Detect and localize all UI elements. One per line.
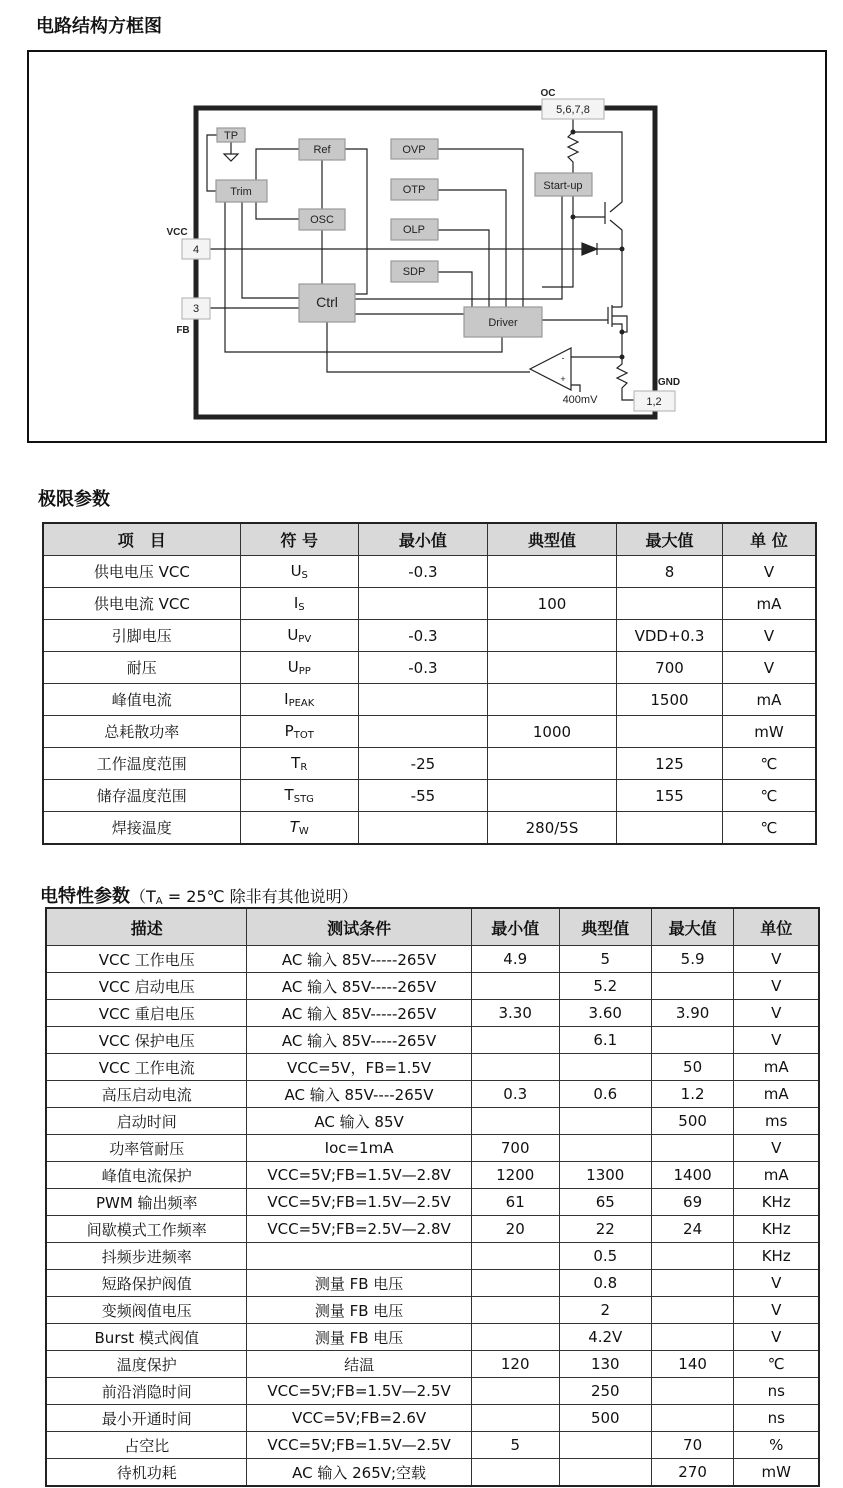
ref-block: Ref bbox=[313, 144, 331, 156]
cell: mW bbox=[734, 1459, 819, 1487]
cell: mA bbox=[734, 1054, 819, 1081]
symbol-sub: TOT bbox=[293, 730, 314, 741]
cell bbox=[247, 1243, 471, 1270]
cond-pre: （T bbox=[130, 887, 156, 906]
electrical-title bbox=[40, 882, 358, 908]
cell bbox=[487, 684, 616, 716]
cell: ns bbox=[734, 1405, 819, 1432]
symbol-sub: PEAK bbox=[288, 698, 315, 709]
symbol-main: T bbox=[291, 754, 301, 772]
table-header: 测试条件 bbox=[247, 908, 471, 946]
cell bbox=[471, 1378, 559, 1405]
table-row bbox=[46, 1216, 819, 1243]
cell bbox=[559, 1459, 651, 1487]
cell: V bbox=[734, 1297, 819, 1324]
symbol-main: I bbox=[293, 594, 299, 612]
table-row bbox=[46, 1378, 819, 1405]
cell: AC 输入 85V----265V bbox=[247, 1081, 471, 1108]
cell: VCC=5V;FB=1.5V—2.5V bbox=[247, 1432, 471, 1459]
oc-pin-number: 5,6,7,8 bbox=[556, 104, 590, 116]
cell bbox=[651, 1405, 734, 1432]
symbol-main: U bbox=[290, 562, 302, 580]
symbol-sub: PV bbox=[298, 634, 312, 645]
cell: 0.6 bbox=[559, 1081, 651, 1108]
table-header: 典型值 bbox=[487, 523, 616, 556]
cell: 140 bbox=[651, 1351, 734, 1378]
param-name: Burst 模式阀值 bbox=[46, 1324, 247, 1351]
cell: AC 输入 85V-----265V bbox=[247, 946, 471, 973]
cell: 270 bbox=[651, 1459, 734, 1487]
cell: mW bbox=[722, 716, 816, 748]
table-row bbox=[46, 1351, 819, 1378]
cell bbox=[471, 1243, 559, 1270]
cell: 250 bbox=[559, 1378, 651, 1405]
gnd-pin-number: 1,2 bbox=[646, 396, 662, 408]
cell: 0.8 bbox=[559, 1270, 651, 1297]
cell: 测量 FB 电压 bbox=[247, 1324, 471, 1351]
cell: ℃ bbox=[734, 1351, 819, 1378]
table-row bbox=[43, 780, 816, 812]
cell: Ioc=1mA bbox=[247, 1135, 471, 1162]
cell: 50 bbox=[651, 1054, 734, 1081]
cell bbox=[471, 1405, 559, 1432]
cell: VCC=5V;FB=1.5V—2.5V bbox=[247, 1378, 471, 1405]
cell bbox=[487, 748, 616, 780]
cell: AC 输入 265V;空载 bbox=[247, 1459, 471, 1487]
symbol bbox=[240, 556, 358, 588]
cell: mA bbox=[734, 1162, 819, 1189]
cell: VCC=5V;FB=1.5V—2.8V bbox=[247, 1162, 471, 1189]
param-name: 高压启动电流 bbox=[46, 1081, 247, 1108]
cell bbox=[358, 812, 487, 845]
table-header: 描述 bbox=[46, 908, 247, 946]
cell: V bbox=[734, 1027, 819, 1054]
cell: KHz bbox=[734, 1216, 819, 1243]
oc-pin-label: OC bbox=[540, 88, 556, 99]
param-name: 功率管耐压 bbox=[46, 1135, 247, 1162]
cell: 1300 bbox=[559, 1162, 651, 1189]
symbol-main: T bbox=[289, 818, 299, 836]
cell: 1400 bbox=[651, 1162, 734, 1189]
driver-block: Driver bbox=[488, 317, 518, 329]
cell bbox=[471, 1297, 559, 1324]
cell bbox=[559, 1108, 651, 1135]
cell bbox=[617, 716, 723, 748]
cell: 65 bbox=[559, 1189, 651, 1216]
param-name: 启动时间 bbox=[46, 1108, 247, 1135]
table-row bbox=[46, 1270, 819, 1297]
ovp-block: OVP bbox=[402, 144, 426, 156]
vcc-pin-label: VCC bbox=[166, 227, 188, 238]
cell: 61 bbox=[471, 1189, 559, 1216]
param-name: 储存温度范围 bbox=[43, 780, 240, 812]
cell bbox=[487, 556, 616, 588]
cell: 69 bbox=[651, 1189, 734, 1216]
cell bbox=[651, 1243, 734, 1270]
cell: mA bbox=[734, 1081, 819, 1108]
param-name: 供电电流 VCC bbox=[43, 588, 240, 620]
cell: KHz bbox=[734, 1189, 819, 1216]
opamp-plus: + bbox=[560, 374, 566, 384]
cell: V bbox=[734, 1324, 819, 1351]
ctrl-block: Ctrl bbox=[316, 294, 338, 310]
cond-post: = 25℃ 除非有其他说明） bbox=[162, 887, 358, 906]
table-header: 单位 bbox=[734, 908, 819, 946]
table-header: 典型值 bbox=[559, 908, 651, 946]
osc-block: OSC bbox=[310, 214, 334, 226]
cell bbox=[471, 973, 559, 1000]
table-header: 最小值 bbox=[471, 908, 559, 946]
cell: 280/5S bbox=[487, 812, 616, 845]
cell: 24 bbox=[651, 1216, 734, 1243]
cell: V bbox=[734, 1270, 819, 1297]
table-row bbox=[46, 1324, 819, 1351]
cell bbox=[559, 1054, 651, 1081]
cell: 5.9 bbox=[651, 946, 734, 973]
symbol bbox=[240, 588, 358, 620]
param-name: VCC 重启电压 bbox=[46, 1000, 247, 1027]
param-name: 供电电压 VCC bbox=[43, 556, 240, 588]
cell: 130 bbox=[559, 1351, 651, 1378]
symbol-main: P bbox=[284, 722, 294, 740]
cell bbox=[487, 652, 616, 684]
cell bbox=[617, 588, 723, 620]
table-row bbox=[43, 588, 816, 620]
cell: -25 bbox=[358, 748, 487, 780]
table-row bbox=[43, 620, 816, 652]
cell: 0.5 bbox=[559, 1243, 651, 1270]
cell bbox=[471, 1054, 559, 1081]
cell: 700 bbox=[617, 652, 723, 684]
absolute-max-title: 极限参数 bbox=[38, 489, 110, 510]
cell: 100 bbox=[487, 588, 616, 620]
cell: ns bbox=[734, 1378, 819, 1405]
cell: VDD+0.3 bbox=[617, 620, 723, 652]
sdp-block: SDP bbox=[402, 266, 426, 278]
cell: ms bbox=[734, 1108, 819, 1135]
cell: V bbox=[734, 973, 819, 1000]
cell: 22 bbox=[559, 1216, 651, 1243]
cell: V bbox=[722, 620, 816, 652]
table-row bbox=[46, 973, 819, 1000]
fb-pin-number: 3 bbox=[192, 303, 200, 315]
cell: 5.2 bbox=[559, 973, 651, 1000]
cell bbox=[471, 1027, 559, 1054]
symbol bbox=[240, 684, 358, 716]
table-row bbox=[46, 1297, 819, 1324]
table-row bbox=[46, 1000, 819, 1027]
cell: AC 输入 85V-----265V bbox=[247, 973, 471, 1000]
cell: -0.3 bbox=[358, 620, 487, 652]
param-name: 耐压 bbox=[43, 652, 240, 684]
cell: 5 bbox=[471, 1432, 559, 1459]
cell: 500 bbox=[651, 1108, 734, 1135]
table-row bbox=[46, 1189, 819, 1216]
cell: V bbox=[734, 1135, 819, 1162]
cell bbox=[471, 1324, 559, 1351]
cell bbox=[651, 1027, 734, 1054]
block-diagram bbox=[27, 50, 827, 443]
cell bbox=[651, 973, 734, 1000]
cell bbox=[559, 1432, 651, 1459]
cell: 4.2V bbox=[559, 1324, 651, 1351]
olp-block: OLP bbox=[402, 224, 426, 236]
cell bbox=[471, 1270, 559, 1297]
symbol-main: T bbox=[284, 786, 294, 804]
symbol-main: U bbox=[287, 626, 299, 644]
cell bbox=[471, 1459, 559, 1487]
param-name: 总耗散功率 bbox=[43, 716, 240, 748]
param-name: 间歇模式工作频率 bbox=[46, 1216, 247, 1243]
cell bbox=[487, 620, 616, 652]
symbol-sub: PP bbox=[298, 666, 311, 677]
symbol bbox=[240, 780, 358, 812]
symbol bbox=[240, 748, 358, 780]
symbol-main: U bbox=[287, 658, 299, 676]
symbol-sub: S bbox=[298, 602, 305, 613]
cell: 2 bbox=[559, 1297, 651, 1324]
cell: KHz bbox=[734, 1243, 819, 1270]
cell: 1.2 bbox=[651, 1081, 734, 1108]
cell bbox=[559, 1135, 651, 1162]
cell: 8 bbox=[617, 556, 723, 588]
absolute-max-table bbox=[42, 522, 817, 845]
cell: 3.60 bbox=[559, 1000, 651, 1027]
cell: 1200 bbox=[471, 1162, 559, 1189]
table-header: 项 目 bbox=[43, 523, 240, 556]
symbol-sub: STG bbox=[293, 794, 314, 805]
cell bbox=[358, 588, 487, 620]
electrical-title-text: 电特性参数 bbox=[40, 886, 130, 907]
table-header: 符 号 bbox=[240, 523, 358, 556]
cell: 700 bbox=[471, 1135, 559, 1162]
table-row bbox=[46, 1162, 819, 1189]
symbol bbox=[240, 812, 358, 845]
symbol-main: I bbox=[284, 690, 289, 708]
param-name: VCC 工作电流 bbox=[46, 1054, 247, 1081]
cell: 4.9 bbox=[471, 946, 559, 973]
cell: 1500 bbox=[617, 684, 723, 716]
fb-pin-label: FB bbox=[176, 325, 190, 336]
cell bbox=[651, 1270, 734, 1297]
table-row bbox=[46, 1081, 819, 1108]
cell: AC 输入 85V-----265V bbox=[247, 1027, 471, 1054]
symbol bbox=[240, 716, 358, 748]
cond-sub: A bbox=[155, 896, 163, 907]
cell bbox=[358, 684, 487, 716]
cell: -0.3 bbox=[358, 556, 487, 588]
cell: AC 输入 85V-----265V bbox=[247, 1000, 471, 1027]
opamp-minus: - bbox=[561, 353, 565, 363]
table-row bbox=[43, 716, 816, 748]
cell: 0.3 bbox=[471, 1081, 559, 1108]
vref-label: 400mV bbox=[562, 394, 598, 406]
param-name: 温度保护 bbox=[46, 1351, 247, 1378]
cell: 结温 bbox=[247, 1351, 471, 1378]
tp-block: TP bbox=[223, 130, 239, 142]
cell: 120 bbox=[471, 1351, 559, 1378]
param-name: 引脚电压 bbox=[43, 620, 240, 652]
table-row bbox=[46, 946, 819, 973]
cell bbox=[651, 1324, 734, 1351]
cell: mA bbox=[722, 684, 816, 716]
param-name: VCC 工作电压 bbox=[46, 946, 247, 973]
param-name: 待机功耗 bbox=[46, 1459, 247, 1487]
table-header: 最小值 bbox=[358, 523, 487, 556]
param-name: 工作温度范围 bbox=[43, 748, 240, 780]
param-name: 变频阀值电压 bbox=[46, 1297, 247, 1324]
param-name: 最小开通时间 bbox=[46, 1405, 247, 1432]
table-row bbox=[43, 812, 816, 845]
table-row bbox=[46, 1135, 819, 1162]
cell: V bbox=[734, 1000, 819, 1027]
table-header: 最大值 bbox=[651, 908, 734, 946]
cell: V bbox=[734, 946, 819, 973]
cell: mA bbox=[722, 588, 816, 620]
cell bbox=[651, 1378, 734, 1405]
symbol-sub: W bbox=[298, 826, 309, 837]
table-row bbox=[43, 684, 816, 716]
cell: VCC=5V;FB=2.5V—2.8V bbox=[247, 1216, 471, 1243]
cell: 3.90 bbox=[651, 1000, 734, 1027]
param-name: VCC 启动电压 bbox=[46, 973, 247, 1000]
cell: -0.3 bbox=[358, 652, 487, 684]
cell: 3.30 bbox=[471, 1000, 559, 1027]
cell: 测量 FB 电压 bbox=[247, 1270, 471, 1297]
table-row bbox=[43, 556, 816, 588]
symbol-sub: S bbox=[301, 570, 308, 581]
table-row bbox=[46, 1432, 819, 1459]
cell bbox=[487, 780, 616, 812]
param-name: 短路保护阀值 bbox=[46, 1270, 247, 1297]
cell bbox=[358, 716, 487, 748]
cell: ℃ bbox=[722, 812, 816, 845]
symbol-sub: R bbox=[300, 762, 308, 773]
table-row bbox=[46, 1027, 819, 1054]
cell: V bbox=[722, 556, 816, 588]
cell: VCC=5V;FB=2.6V bbox=[247, 1405, 471, 1432]
table-row bbox=[46, 1405, 819, 1432]
cell: 20 bbox=[471, 1216, 559, 1243]
param-name: 前沿消隐时间 bbox=[46, 1378, 247, 1405]
symbol bbox=[240, 620, 358, 652]
electrical-table bbox=[45, 907, 820, 1487]
param-name: PWM 输出频率 bbox=[46, 1189, 247, 1216]
cell: ℃ bbox=[722, 780, 816, 812]
table-row bbox=[46, 1054, 819, 1081]
cell: AC 输入 85V bbox=[247, 1108, 471, 1135]
cell: 5 bbox=[559, 946, 651, 973]
param-name: 峰值电流 bbox=[43, 684, 240, 716]
param-name: VCC 保护电压 bbox=[46, 1027, 247, 1054]
param-name: 抖频步进频率 bbox=[46, 1243, 247, 1270]
cell: 155 bbox=[617, 780, 723, 812]
table-row bbox=[46, 1243, 819, 1270]
block-diagram-title: 电路结构方框图 bbox=[36, 16, 162, 37]
table-header: 最大值 bbox=[617, 523, 723, 556]
cell: % bbox=[734, 1432, 819, 1459]
table-row bbox=[46, 1108, 819, 1135]
symbol bbox=[240, 652, 358, 684]
param-name: 焊接温度 bbox=[43, 812, 240, 845]
cell: 500 bbox=[559, 1405, 651, 1432]
table-row bbox=[43, 748, 816, 780]
cell bbox=[651, 1297, 734, 1324]
cell: ℃ bbox=[722, 748, 816, 780]
cell bbox=[617, 812, 723, 845]
cell: 6.1 bbox=[559, 1027, 651, 1054]
cell bbox=[651, 1135, 734, 1162]
cell: 测量 FB 电压 bbox=[247, 1297, 471, 1324]
cell bbox=[471, 1108, 559, 1135]
table-row bbox=[46, 1459, 819, 1487]
electrical-condition bbox=[130, 887, 358, 906]
gnd-pin-label: GND bbox=[657, 377, 681, 388]
vcc-pin-number: 4 bbox=[192, 244, 200, 256]
cell: 125 bbox=[617, 748, 723, 780]
param-name: 峰值电流保护 bbox=[46, 1162, 247, 1189]
cell: -55 bbox=[358, 780, 487, 812]
table-row bbox=[43, 652, 816, 684]
trim-block: Trim bbox=[230, 186, 252, 198]
cell: 70 bbox=[651, 1432, 734, 1459]
table-header: 单 位 bbox=[722, 523, 816, 556]
param-name: 占空比 bbox=[46, 1432, 247, 1459]
startup-block: Start-up bbox=[543, 180, 583, 192]
cell: VCC=5V，FB=1.5V bbox=[247, 1054, 471, 1081]
cell: VCC=5V;FB=1.5V—2.5V bbox=[247, 1189, 471, 1216]
cell: V bbox=[722, 652, 816, 684]
otp-block: OTP bbox=[402, 184, 426, 196]
cell: 1000 bbox=[487, 716, 616, 748]
